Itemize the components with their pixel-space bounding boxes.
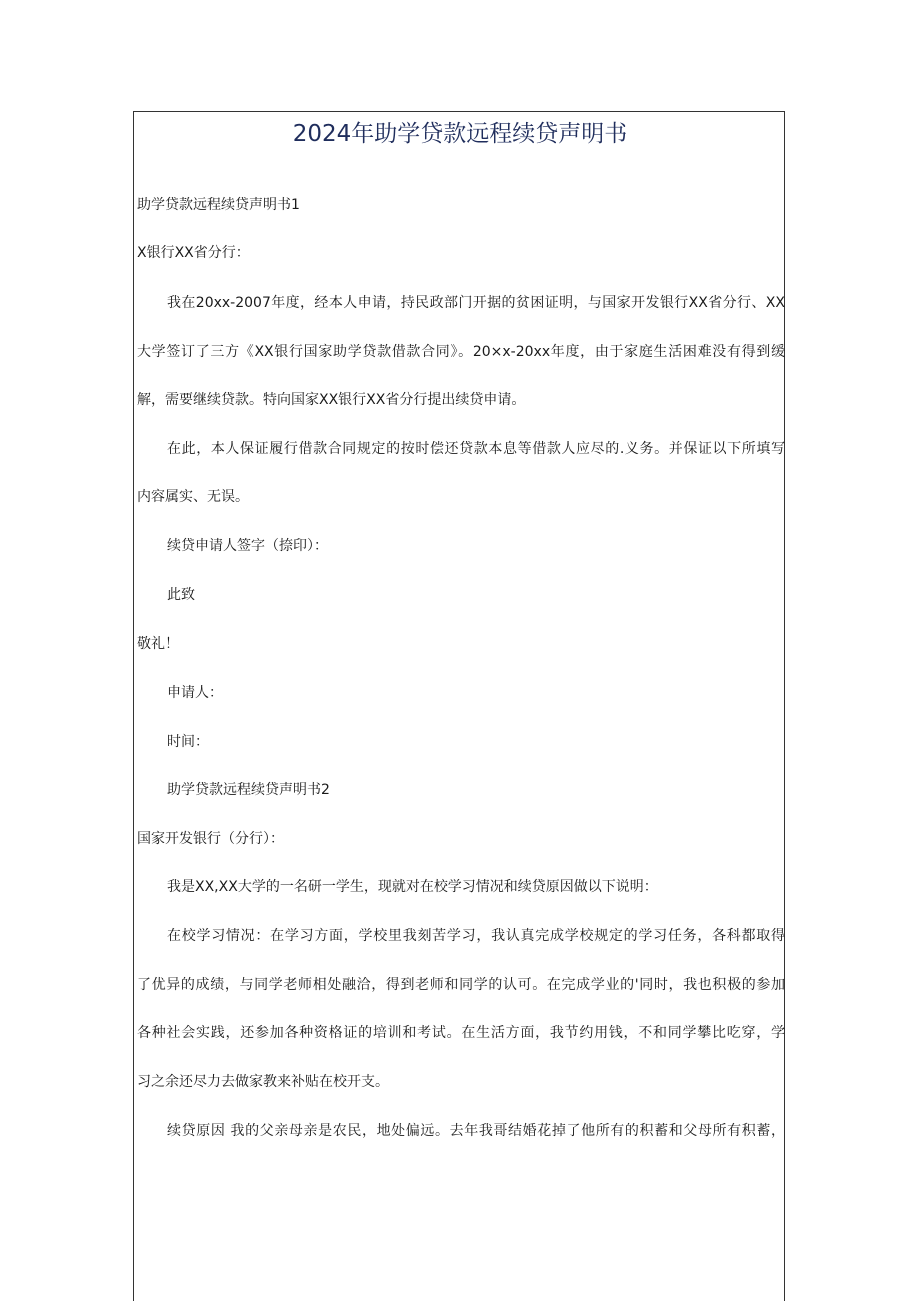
paragraph-line: 内容属实、无误。 — [137, 489, 249, 505]
closing-line: 此致 — [167, 587, 195, 603]
section-heading-1: 助学贷款远程续贷声明书1 — [137, 197, 300, 213]
document-title: 2024年助学贷款远程续贷声明书 — [292, 121, 628, 147]
section-heading-2: 助学贷款远程续贷声明书2 — [167, 782, 330, 798]
salutation-line: X银行XX省分行： — [137, 245, 250, 261]
date-line: 时间： — [167, 734, 209, 750]
paragraph-line: 在此，本人保证履行借款合同规定的按时偿还贷款本息等借款人应尽的.义务。并保证以下所填写 — [167, 441, 785, 457]
paragraph-line: 解，需要继续贷款。特向国家XX银行XX省分行提出续贷申请。 — [137, 392, 526, 408]
paragraph-line: 各种社会实践，还参加各种资格证的培训和考试。在生活方面，我节约用钱，不和同学攀比吃穿，学 — [137, 1025, 785, 1041]
paragraph-line: 我在20xx-2007年度，经本人申请，持民政部门开据的贫困证明，与国家开发银行XX省分行、XX — [167, 295, 785, 311]
paragraph-line: 了优异的成绩，与同学老师相处融洽，得到老师和同学的认可。在完成学业的'同时，我也积极的参加 — [137, 977, 785, 993]
paragraph-line: 在校学习情况：在学习方面，学校里我刻苦学习，我认真完成学校规定的学习任务，各科都取得 — [167, 928, 785, 944]
applicant-line: 申请人： — [167, 685, 223, 701]
signature-line: 续贷申请人签字（捺印）： — [167, 538, 328, 554]
paragraph-line: 我是XX,XX大学的一名研一学生，现就对在校学习情况和续贷原因做以下说明： — [167, 879, 658, 895]
paragraph-line: 续贷原因 我的父亲母亲是农民，地处偏远。去年我哥结婚花掉了他所有的积蓄和父母所有积蓄， — [167, 1123, 785, 1139]
paragraph-line: 习之余还尽力去做家教来补贴在校开支。 — [137, 1074, 389, 1090]
paragraph-line: 大学签订了三方《XX银行国家助学贷款借款合同》。20×x-20xx年度，由于家庭生活困难没有得到缓 — [137, 344, 785, 360]
closing-line: 敬礼！ — [137, 636, 179, 652]
salutation-line: 国家开发银行（分行）： — [137, 831, 284, 847]
